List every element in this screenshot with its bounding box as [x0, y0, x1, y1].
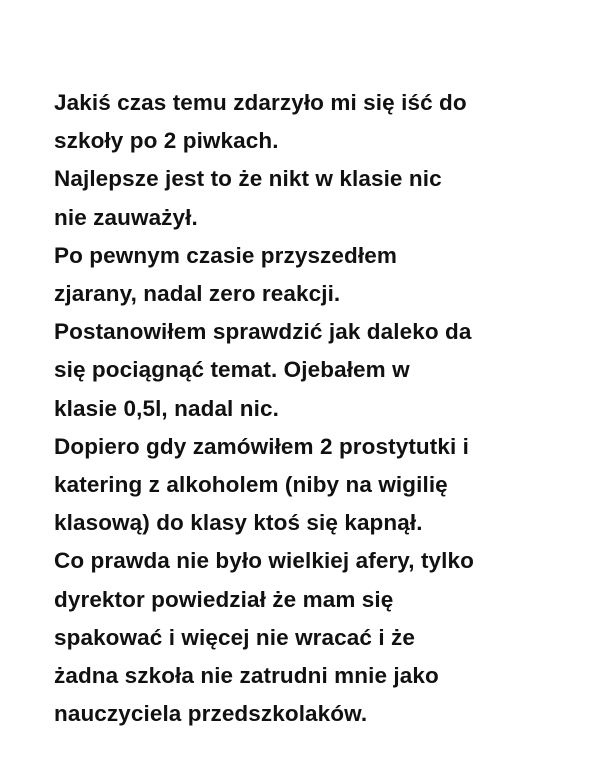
story-line: zjarany, nadal zero reakcji.	[54, 281, 341, 307]
story-line: żadna szkoła nie zatrudni mnie jako	[54, 663, 439, 689]
story-line: spakować i więcej nie wracać i że	[54, 624, 415, 650]
story-line: nie zauważył.	[54, 204, 198, 230]
story-line: Jakiś czas temu zdarzyło mi się iść do	[54, 90, 467, 115]
story-line: Postanowiłem sprawdzić jak daleko da	[54, 319, 472, 345]
story-line: klasową) do klasy ktoś się kapnął.	[54, 510, 423, 536]
story-line: Najlepsze jest to że nikt w klasie nic	[54, 166, 442, 192]
story-line: Dopiero gdy zamówiłem 2 prostytutki i	[54, 433, 470, 459]
story-line: Co prawda nie było wielkiej afery, tylko	[54, 548, 474, 574]
story-line: katering z alkoholem (niby na wigilię	[54, 472, 448, 498]
story-line: Po pewnym czasie przyszedłem	[54, 242, 397, 268]
story-line: klasie 0,5l, nadal nic.	[54, 395, 279, 421]
story-line: dyrektor powiedział że mam się	[54, 586, 394, 612]
story-line: się pociągnąć temat. Ojebałem w	[54, 357, 410, 383]
story-text	[54, 84, 584, 733]
story-line: nauczyciela przedszkolaków.	[54, 701, 368, 727]
story-line: szkoły po 2 piwkach.	[54, 128, 279, 154]
